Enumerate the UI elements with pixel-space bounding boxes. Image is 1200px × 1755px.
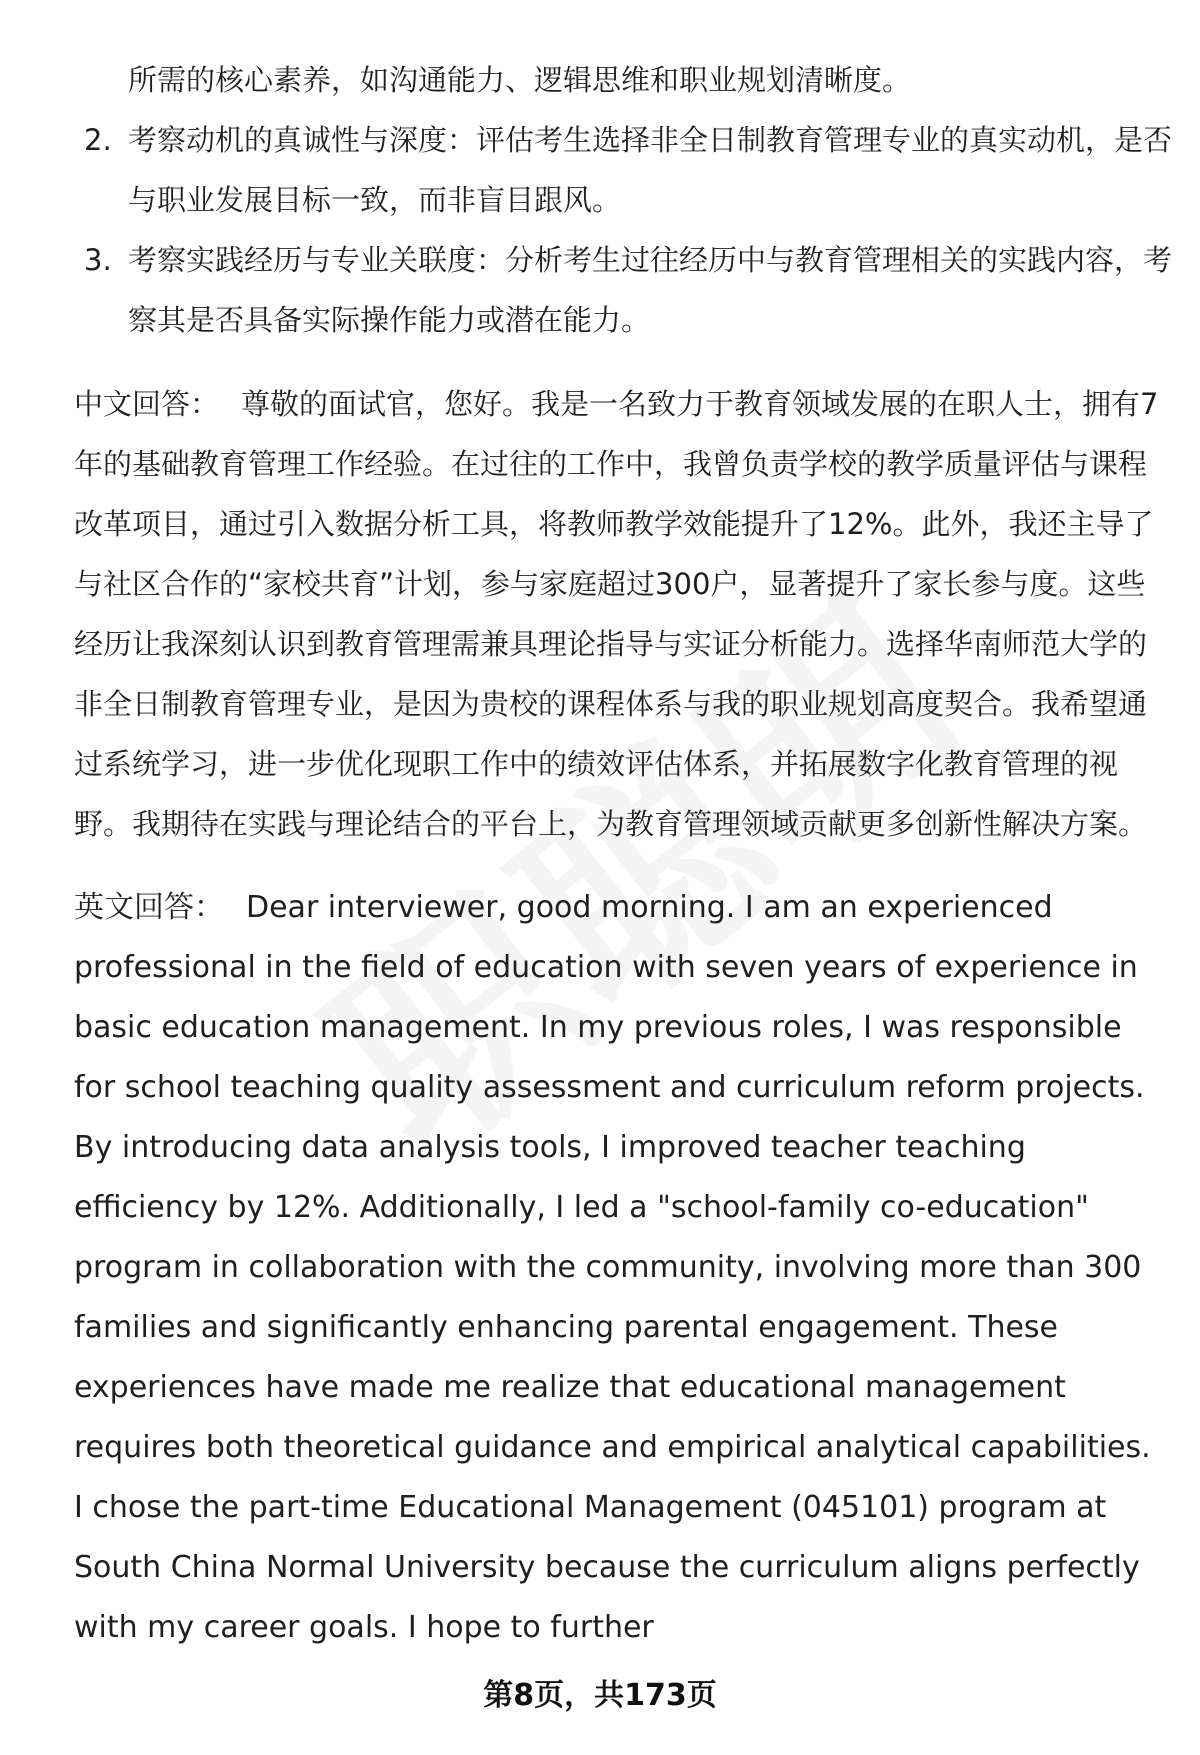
chinese-answer [74,374,1164,854]
list-item-text: 考察动机的真诚性与深度：评估考生选择非全日制教育管理专业的真实动机，是否与职业发展目标一致，而非盲目跟风。 [128,123,1173,217]
list-item [74,110,1178,230]
chinese-answer-label: 中文回答： [74,387,220,421]
english-answer [74,878,1164,1658]
list-item-number: 2. [84,123,112,157]
english-answer-label: 英文回答： [74,890,224,925]
page-content [74,50,1173,1658]
criteria-list [74,110,1173,350]
chinese-answer-text: 尊敬的面试官，您好。我是一名致力于教育领域发展的在职人士，拥有7年的基础教育管理工作经验。在过往的工作中，我曾负责学校的教学质量评估与课程改革项目，通过引入数据分析工具，将教师教学效能提升了12%。此外，我还主导了与社区合作的“家校共育”计划，参与家庭超过300户，显著提升了家长参与度。这些经历让我深刻认识到教育管理需兼具理论指导与实证分析能力。选择华南师范大学的非全日制教育管理专业，是因为贵校的课程体系与我的职业规划高度契合。我希望通过系统学习，进一步优化现职工作中的绩效评估体系，并拓展数字化教育管理的视野。我期待在实践与理论结合的平台上，为教育管理领域贡献更多创新性解决方案。 [74,387,1159,841]
list-item-text: 考察实践经历与专业关联度：分析考生过往经历中与教育管理相关的实践内容，考察其是否具备实际操作能力或潜在能力。 [128,243,1173,337]
list-item-continuation: 所需的核心素养，如沟通能力、逻辑思维和职业规划清晰度。 [128,63,912,97]
list-item [74,230,1178,350]
english-answer-text: Dear interviewer, good morning. I am an experienced professional in the field of education with seven years of experience in basic education management. In my previous roles, I was responsible for school teaching quality assessment and curriculum reform projects. By introducing data analysis tools, I improved teacher teaching efficiency by 12%. Additionally, I led a "school-family co-education" program in collaboration with the community, involving more than 300 families and significantly enhancing parental engagement. These experiences have made me realize that educational management requires both theoretical guidance and empirical analytical capabilities. I chose the part-time Educational Management (045101) program at South China Normal University because the curriculum aligns perfectly with my career goals. I hope to further [74,890,1151,1645]
page-number: 第8页，共173页 [483,1678,717,1713]
list-item-number: 3. [84,243,112,277]
